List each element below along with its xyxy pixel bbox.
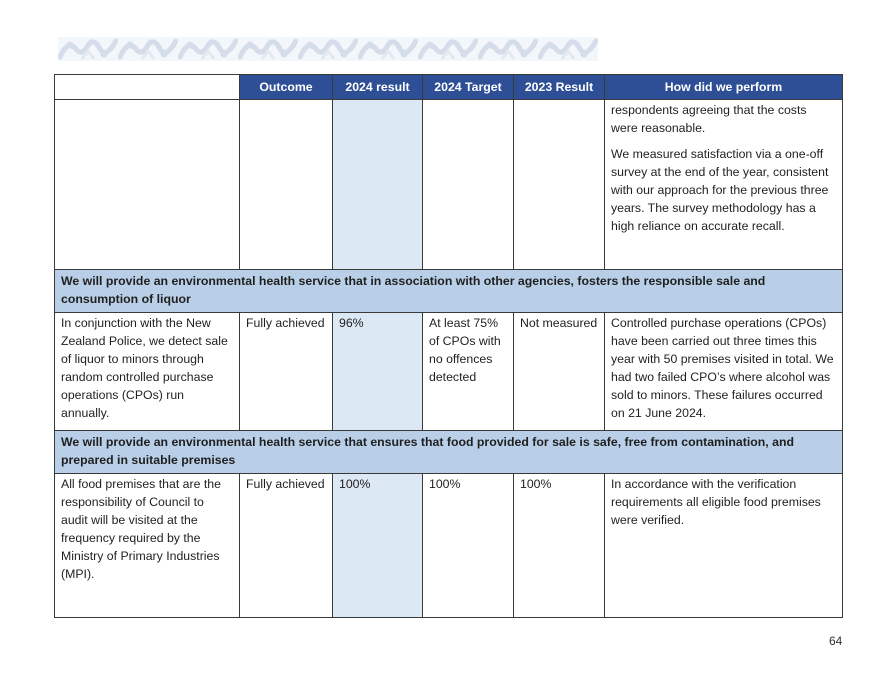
section-heading-food: We will provide an environmental health service that ensures that food provided for sale is safe, free from contamination, and prepared in suitable premises bbox=[55, 431, 843, 474]
measure-cell: All food premises that are the responsibility of Council to audit will be visited at the frequency required by the Ministry of Primary Industries (MPI). bbox=[55, 474, 240, 618]
result-2023-cell: 100% bbox=[514, 474, 605, 618]
measure-cell bbox=[55, 100, 240, 270]
section-heading-liquor: We will provide an environmental health service that in association with other agencies, fosters the responsible sale and consumption of liquor bbox=[55, 270, 843, 313]
performance-cell bbox=[605, 100, 843, 270]
result-2023-cell: Not measured bbox=[514, 313, 605, 431]
outcome-cell: Fully achieved bbox=[240, 313, 333, 431]
performance-paragraph: We measured satisfaction via a one-off survey at the end of the year, consistent with our approach for the previous three years. The survey methodology has a high reliance on accurate recall. bbox=[611, 147, 829, 233]
result-2024-cell: 100% bbox=[333, 474, 423, 618]
result-2024-cell bbox=[333, 100, 423, 270]
outcome-cell: Fully achieved bbox=[240, 474, 333, 618]
page-number: 64 bbox=[829, 634, 843, 648]
target-2024-cell bbox=[423, 100, 514, 270]
decorative-pattern-banner bbox=[58, 37, 598, 61]
header-2024-result: 2024 result bbox=[333, 75, 423, 100]
performance-table bbox=[54, 74, 843, 618]
performance-cell: Controlled purchase operations (CPOs) have been carried out three times this year with 50 premises visited in total. We had two failed CPO’s where alcohol was sold to minors. These failures occurred on 21 June 2024. bbox=[605, 313, 843, 431]
section-heading-row bbox=[55, 270, 843, 313]
table-row bbox=[55, 313, 843, 431]
measure-cell: In conjunction with the New Zealand Police, we detect sale of liquor to minors through random controlled purchase operations (CPOs) run annually. bbox=[55, 313, 240, 431]
header-2023-result: 2023 Result bbox=[514, 75, 605, 100]
performance-paragraph: respondents agreeing that the costs were reasonable. bbox=[611, 103, 807, 135]
performance-cell: In accordance with the verification requirements all eligible food premises were verified. bbox=[605, 474, 843, 618]
table-header-row bbox=[55, 75, 843, 100]
header-measure bbox=[55, 75, 240, 100]
table-row bbox=[55, 474, 843, 618]
result-2023-cell bbox=[514, 100, 605, 270]
header-outcome: Outcome bbox=[240, 75, 333, 100]
outcome-cell bbox=[240, 100, 333, 270]
result-2024-cell: 96% bbox=[333, 313, 423, 431]
target-2024-cell: At least 75% of CPOs with no offences detected bbox=[423, 313, 514, 431]
header-2024-target: 2024 Target bbox=[423, 75, 514, 100]
section-heading-row bbox=[55, 431, 843, 474]
header-how-did-we-perform: How did we perform bbox=[605, 75, 843, 100]
target-2024-cell: 100% bbox=[423, 474, 514, 618]
table-row bbox=[55, 100, 843, 270]
